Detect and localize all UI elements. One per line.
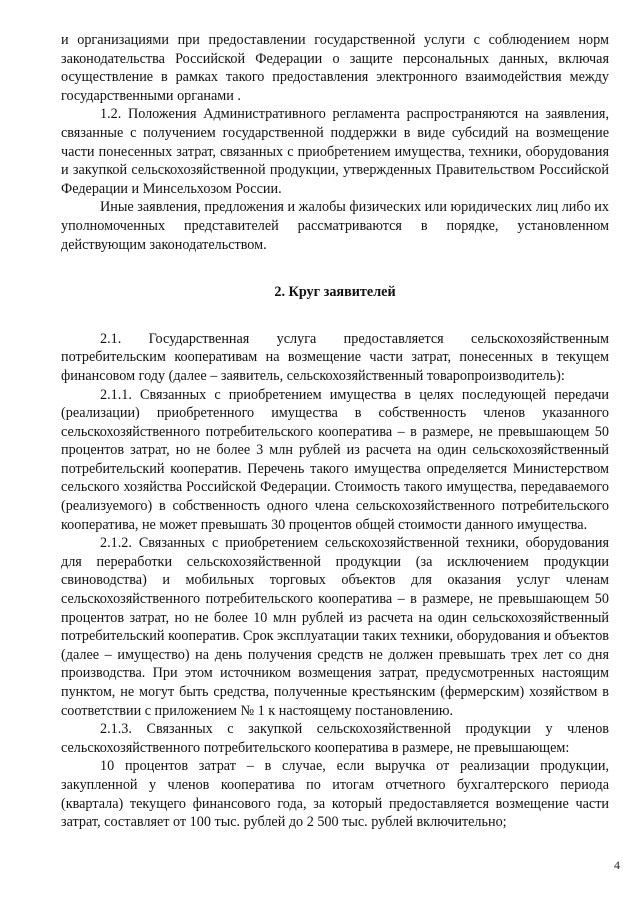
paragraph-2-1: 2.1. Государственная услуга предоставляется сельскохозяйственным потребительским кооперативам на возмещение части затрат, понесенных в текущем финансовом году (далее – заявитель, сельскохозяйственный товаропроизводитель): bbox=[61, 330, 609, 384]
paragraph-continuation: и организациями при предоставлении государственной услуги с соблюдением норм законодательства Российской Федерации о защите персональных данных, включая осуществление в рамках такого предоставления электронного взаимодействия между государственными органами . bbox=[61, 32, 609, 104]
paragraph-2-1-2: 2.1.2. Связанных с приобретением сельскохозяйственной техники, оборудования для переработки сельскохозяйственной продукции (за исключением продукции свиноводства) и мобильных торговых объектов для оказания услуг членам сельскохозяйственного потребительского кооператива – в размере, не превышающем 50 процентов затрат, но не более 10 млн рублей из расчета на один сельскохозяйственный потребительский кооператив. Срок эксплуатации таких техники, оборудования и объектов (далее – имущество) на день получения средств не должен превышать трех лет со дня производства. При этом источником возмещения затрат, предусмотренных настоящим пунктом, не могут быть средства, полученные крестьянским (фермерским) хозяйством в соответствии с приложением № 1 к настоящему постановлению. bbox=[61, 535, 609, 719]
paragraph-other-applications: Иные заявления, предложения и жалобы физических или юридических лиц либо их уполномоченных представителей рассматриваются в порядке, установленном действующим законодательством. bbox=[61, 199, 609, 253]
paragraph-1-2: 1.2. Положения Административного регламента распространяются на заявления, связанные с получением государственной поддержки в виде субсидий на возмещение части понесенных затрат, связанных с приобретением имущества, техники, оборудования и закупкой сельскохозяйственной продукции, утвержденных Правительством Российской Федерации и Минсельхозом России. bbox=[61, 106, 609, 197]
paragraph-2-1-3: 2.1.3. Связанных с закупкой сельскохозяйственной продукции у членов сельскохозяйственного потребительского кооператива в размере, не превышающем: bbox=[61, 721, 609, 756]
paragraph-2-1-1: 2.1.1. Связанных с приобретением имущества в целях последующей передачи (реализации) приобретенного имущества в собственность членов указанного сельскохозяйственного потребительского кооператива – в размере, не превышающем 50 процентов затрат, но не более 3 млн рублей из расчета на один сельскохозяйственный потребительский кооператив. Перечень такого имущества определяется Министерством сельского хозяйства Российской Федерации. Стоимость такого имущества, передаваемого (реализуемого) в собственность одного члена сельскохозяйственного потребительского кооператива, не может превышать 30 процентов общей стоимости данного имущества. bbox=[61, 386, 609, 533]
paragraph-10-percent: 10 процентов затрат – в случае, если выручка от реализации продукции, закупленной у членов кооператива по итогам отчетного бухгалтерского периода (квартала) текущего финансового года, за который предоставляется возмещение части затрат, составляет от 100 тыс. рублей до 2 500 тыс. рублей включительно; bbox=[61, 758, 609, 831]
document-body bbox=[61, 31, 609, 832]
section-heading: 2. Круг заявителей bbox=[274, 284, 396, 301]
page-number: 4 bbox=[614, 858, 620, 872]
